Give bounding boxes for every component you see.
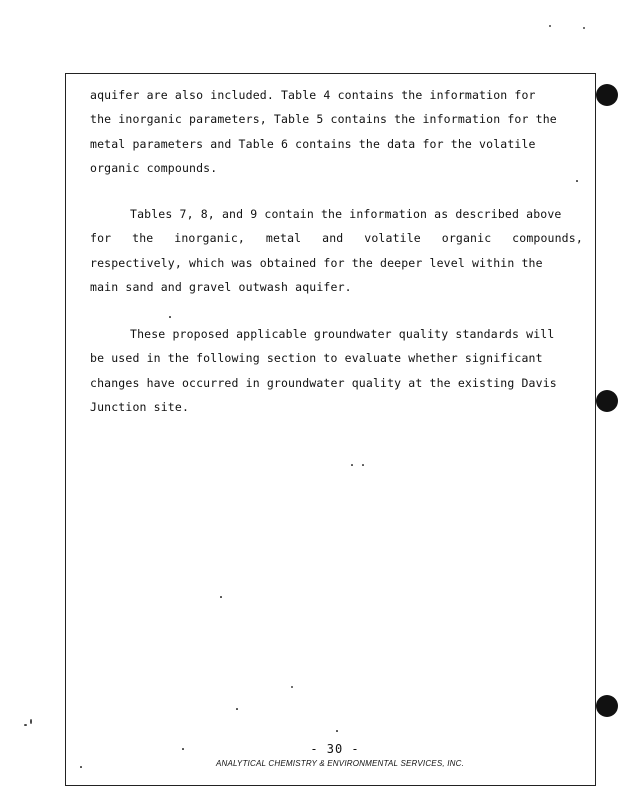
paragraph-line: changes have occurred in groundwater quality at the existing Davis bbox=[90, 375, 557, 390]
paragraph-line: be used in the following section to evaluate whether significant bbox=[90, 351, 543, 366]
scan-speck bbox=[336, 730, 338, 732]
word: inorganic, bbox=[174, 231, 245, 246]
scan-speck bbox=[362, 464, 364, 466]
paragraph-line: the inorganic parameters, Table 5 contains the information for the bbox=[90, 112, 557, 127]
word: organic bbox=[441, 231, 492, 246]
scan-speck bbox=[549, 25, 551, 27]
paragraph-line: Tables 7, 8, and 9 contain the information as described above bbox=[130, 207, 562, 221]
word: and bbox=[322, 231, 344, 246]
page-number: - 30 - bbox=[310, 742, 360, 756]
word: the bbox=[132, 231, 154, 246]
paragraph-line-justified bbox=[90, 226, 583, 250]
paragraph-2 bbox=[90, 202, 583, 299]
punch-hole-bottom bbox=[596, 695, 618, 717]
scan-speck bbox=[220, 596, 222, 598]
paragraph-line: metal parameters and Table 6 contains the data for the volatile bbox=[90, 136, 536, 151]
scan-speck bbox=[30, 719, 32, 724]
paragraph-line: aquifer are also included. Table 4 contains the information for bbox=[90, 88, 536, 102]
footer-company-name: ANALYTICAL CHEMISTRY & ENVIRONMENTAL SERVICES, INC. bbox=[215, 759, 465, 768]
paragraph-3 bbox=[90, 322, 583, 419]
scan-speck bbox=[24, 724, 27, 726]
scan-speck bbox=[169, 316, 171, 318]
scan-speck bbox=[576, 180, 578, 182]
word: compounds, bbox=[512, 231, 583, 246]
punch-hole-top bbox=[596, 84, 618, 106]
punch-hole-middle bbox=[596, 390, 618, 412]
scan-speck bbox=[80, 766, 82, 768]
scan-speck bbox=[291, 686, 293, 688]
paragraph-line: organic compounds. bbox=[90, 160, 218, 175]
paragraph-1 bbox=[90, 83, 583, 180]
scan-speck bbox=[583, 27, 585, 29]
word: for bbox=[90, 231, 112, 246]
paragraph-line: These proposed applicable groundwater quality standards will bbox=[130, 327, 555, 341]
word: metal bbox=[265, 231, 302, 246]
word: volatile bbox=[364, 231, 421, 246]
scan-speck bbox=[351, 464, 353, 466]
paragraph-line: respectively, which was obtained for the deeper level within the bbox=[90, 255, 543, 270]
scan-speck bbox=[236, 708, 238, 710]
scan-speck bbox=[182, 748, 184, 750]
paragraph-line: Junction site. bbox=[90, 399, 190, 414]
paragraph-line: main sand and gravel outwash aquifer. bbox=[90, 279, 352, 294]
